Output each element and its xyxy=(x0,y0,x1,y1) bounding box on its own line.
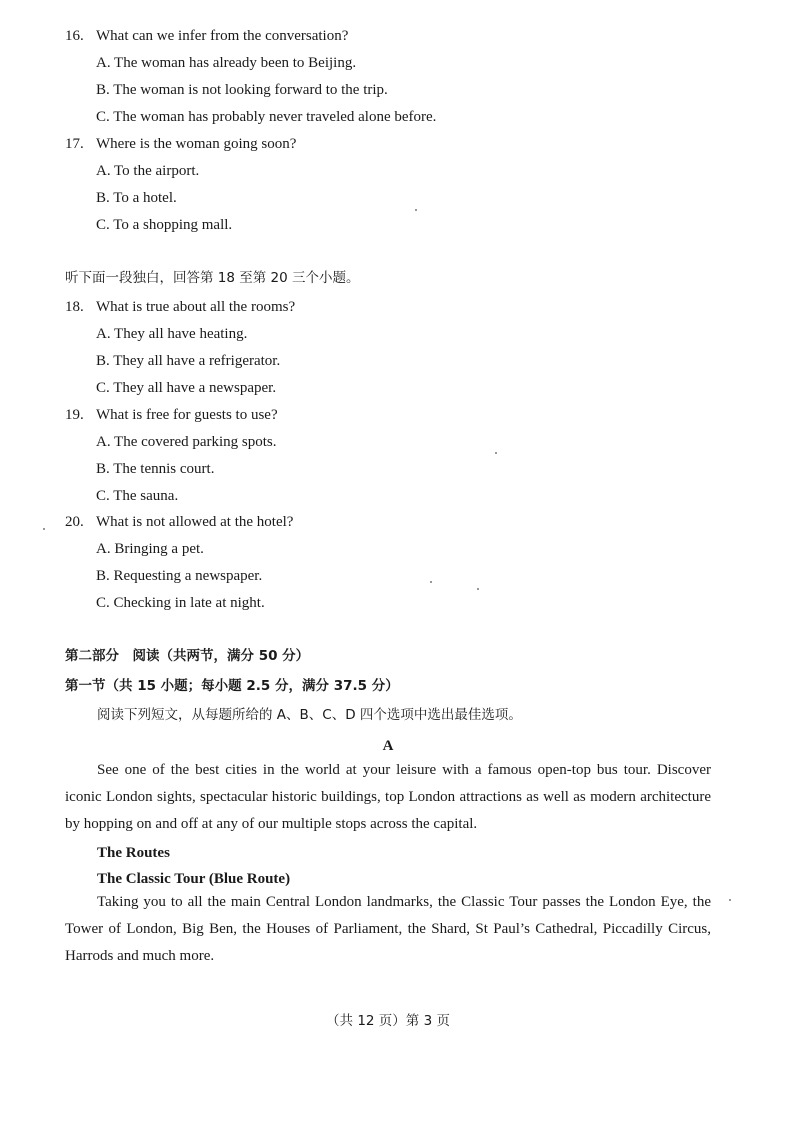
question-text: What is true about all the rooms? xyxy=(96,299,296,315)
q20-option-a: A. Bringing a pet. xyxy=(96,541,204,557)
question-20 xyxy=(65,513,293,531)
q17-option-a: A. To the airport. xyxy=(96,163,200,179)
scan-speck xyxy=(495,452,497,454)
question-number: 16. xyxy=(65,28,84,44)
routes-heading: The Routes xyxy=(97,845,170,861)
scan-speck xyxy=(430,581,432,583)
monologue-instruction: 听下面一段独白，回答第 18 至第 20 三个小题。 xyxy=(65,270,360,286)
intro-paragraph: See one of the best cities in the world at your leisure with a famous open-top bus tour. Discover iconic London sights, spectacular historic buildings, top London attractions as well as modern architecture by hopping on and off at any of our multiple stops across the capital. xyxy=(65,762,711,832)
question-19 xyxy=(65,406,278,424)
q19-option-a: A. The covered parking spots. xyxy=(96,434,277,450)
question-17 xyxy=(65,135,296,153)
question-16 xyxy=(65,27,348,45)
reading-instruction: 阅读下列短文，从每题所给的 A、B、C、D 四个选项中选出最佳选项。 xyxy=(97,707,522,723)
question-number: 17. xyxy=(65,136,84,152)
q17-option-b: B. To a hotel. xyxy=(96,190,177,206)
question-number: 18. xyxy=(65,299,84,315)
question-text: Where is the woman going soon? xyxy=(96,136,297,152)
q16-option-b: B. The woman is not looking forward to the trip. xyxy=(96,82,388,98)
scan-speck xyxy=(477,588,479,590)
passage-label: A xyxy=(382,738,394,754)
question-18 xyxy=(65,298,295,316)
classic-tour-paragraph: Taking you to all the main Central London landmarks, the Classic Tour passes the London Eye, the Tower of London, Big Ben, the Houses of Parliament, the Shard, St Paul’s Cathedral, Piccadilly Circus, Harrods and much more. xyxy=(65,894,711,964)
question-number: 20. xyxy=(65,514,84,530)
classic-tour-heading: The Classic Tour (Blue Route) xyxy=(97,871,291,887)
scan-speck xyxy=(729,899,731,901)
passage-intro xyxy=(65,757,711,838)
question-text: What is free for guests to use? xyxy=(96,407,278,423)
question-text: What can we infer from the conversation? xyxy=(96,28,349,44)
page-footer: （共 12 页）第 3 页 xyxy=(326,1013,450,1029)
q16-option-a: A. The woman has already been to Beijing. xyxy=(96,55,357,71)
q18-option-b: B. They all have a refrigerator. xyxy=(96,353,281,369)
question-text: What is not allowed at the hotel? xyxy=(96,514,294,530)
scan-speck xyxy=(43,528,45,530)
section-one-title: 第一节（共 15 小题；每小题 2.5 分，满分 37.5 分） xyxy=(65,678,399,694)
q20-option-b: B. Requesting a newspaper. xyxy=(96,568,263,584)
part-two-title: 第二部分 阅读（共两节，满分 50 分） xyxy=(65,648,310,664)
q18-option-c: C. They all have a newspaper. xyxy=(96,380,277,396)
scan-speck xyxy=(415,209,417,211)
q18-option-a: A. They all have heating. xyxy=(96,326,248,342)
q19-option-c: C. The sauna. xyxy=(96,488,179,504)
classic-tour-description xyxy=(65,889,711,970)
q19-option-b: B. The tennis court. xyxy=(96,461,215,477)
question-number: 19. xyxy=(65,407,84,423)
q17-option-c: C. To a shopping mall. xyxy=(96,217,233,233)
q20-option-c: C. Checking in late at night. xyxy=(96,595,265,611)
q16-option-c: C. The woman has probably never traveled alone before. xyxy=(96,109,437,125)
